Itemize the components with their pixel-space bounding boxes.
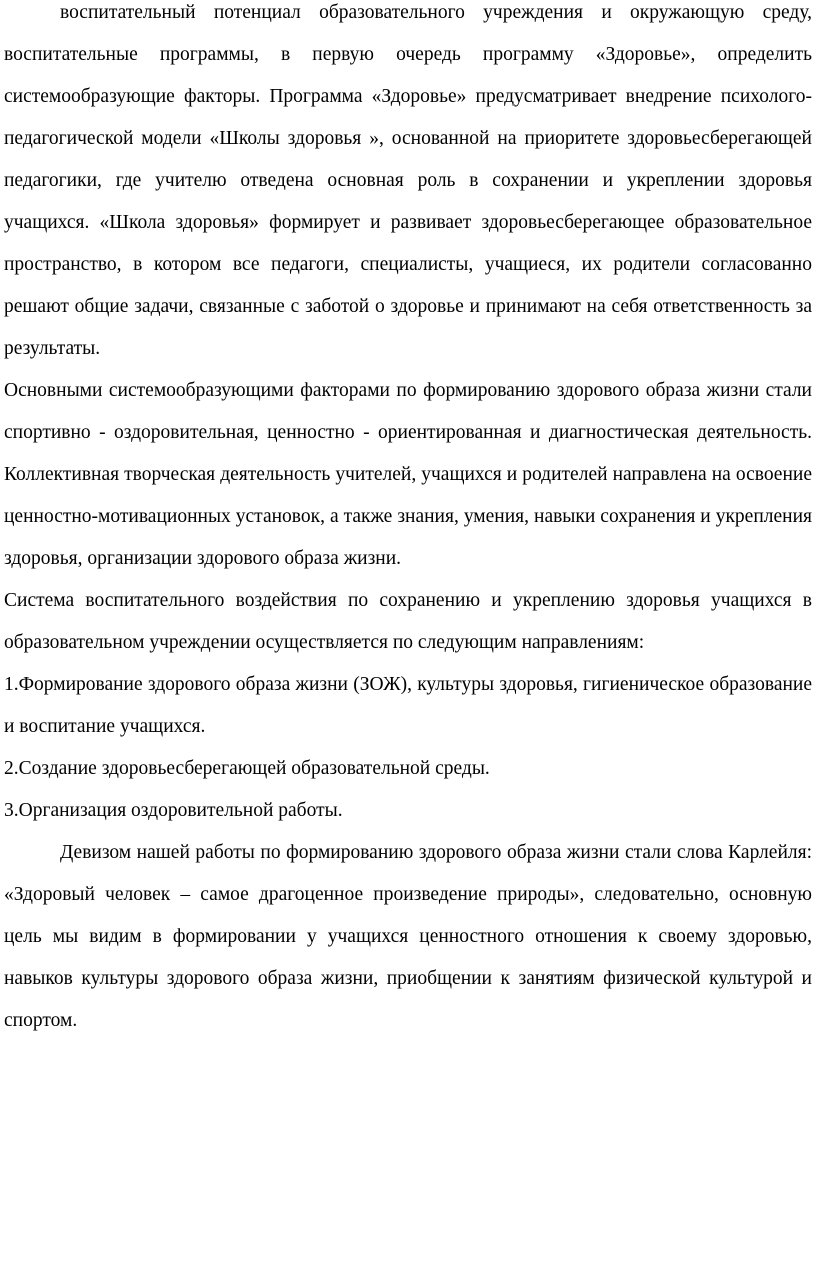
list-item-3: 3.Организация оздоровительной работы. — [4, 800, 343, 821]
list-item-2: 2.Создание здоровьесберегающей образовательной среды. — [4, 758, 490, 779]
paragraph-system-factors: Основными системообразующими факторами по формированию здорового образа жизни стали спортивно - оздоровительная, ценностно - ориентированная и диагностическая деятельность. Коллективная творческая деятельность учителей, учащихся и родителей направлена на освоение ценностно-мотивационных установок, а также знания, умения, навыки сохранения и укрепления здоровья, организации здорового образа жизни. — [4, 380, 812, 569]
list-item-1: 1.Формирование здорового образа жизни (ЗОЖ), культуры здоровья, гигиеническое образование и воспитание учащихся. — [4, 674, 812, 737]
paragraph-intro: воспитательный потенциал образовательного учреждения и окружающую среду, воспитательные программы, в первую очередь программу «Здоровье», определить системообразующие факторы. Программа «Здоровье» предусматривает внедрение психолого-педагогической модели «Школы здоровья », основанной на приоритете здоровьесберегающей педагогики, где учителю отведена основная роль в сохранении и укреплении здоровья учащихся. «Школа здоровья» формирует и развивает здоровьесберегающее образовательное пространство, в котором все педагоги, специалисты, учащиеся, их родители согласованно решают общие задачи, связанные с заботой о здоровье и принимают на себя ответственность за результаты. — [4, 2, 812, 359]
paragraph-motto: Девизом нашей работы по формированию здорового образа жизни стали слова Карлейля: «Здоровый человек – самое драгоценное произведение природы», следовательно, основную цель мы видим в формировании у учащихся ценностного отношения к своему здоровью, навыков культуры здорового образа жизни, приобщении к занятиям физической культурой и спортом. — [4, 842, 812, 1031]
paragraph-education-system: Система воспитательного воздействия по сохранению и укреплению здоровья учащихся в образовательном учреждении осуществляется по следующим направлениям: — [4, 590, 812, 653]
